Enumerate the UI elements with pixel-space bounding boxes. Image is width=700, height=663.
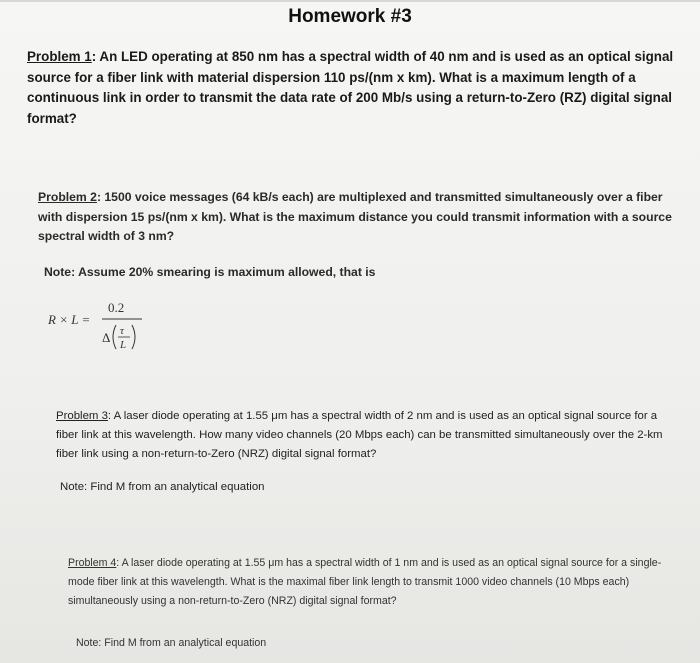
formula-L: L xyxy=(120,339,127,351)
formula-numerator: 0.2 xyxy=(108,300,125,315)
problem-3-text: : A laser diode operating at 1.55 μm has a spectral width of 2 nm and is used as an optical signal source for a fiber link at this wavelength. How many video channels (20 Mbps each) can be transmitted simultaneously over the 2-km fiber link using a non-return-to-Zero (NRZ) digital signal format? xyxy=(56,410,663,460)
formula-tau: τ xyxy=(120,325,124,337)
problem-4-text: : A laser diode operating at 1.55 μm has a spectral width of 1 nm and is used as an optical signal source for a single-mode fiber link at this wavelength. What is the maximal fiber link length to transmit 1000 video channels (10 Mbps each) simultaneously using a non-return-to-Zero (NRZ) digital signal format? xyxy=(68,557,662,607)
problem-3 xyxy=(56,407,671,464)
problem-2 xyxy=(38,188,678,247)
problem-4-label: Problem 4 xyxy=(68,557,117,569)
problem-2-text: : 1500 voice messages (64 kB/s each) are multiplexed and transmitted simultaneously over a fiber with dispersion 15 ps/(nm x km). What is the maximum distance you could transmit information with a source spectral width of 3 nm? xyxy=(38,190,672,243)
problem-1-text: : An LED operating at 850 nm has a spectral width of 40 nm and is used as an optical signal source for a fiber link with material dispersion 110 ps/(nm x km). What is a maximum length of a continuous link in order to transmit the data rate of 200 Mb/s using a return-to-Zero (RZ) digital signal format? xyxy=(27,49,674,126)
problem-1 xyxy=(27,47,677,129)
problem-3-label: Problem 3 xyxy=(56,410,108,422)
problem-4 xyxy=(68,554,668,611)
page-title: Homework #3 xyxy=(288,6,412,27)
problem-3-note: Note: Find M from an analytical equation xyxy=(60,481,265,493)
problem-2-label: Problem 2 xyxy=(38,190,97,204)
top-divider xyxy=(0,0,700,2)
problem-2-note: Note: Assume 20% smearing is maximum allowed, that is xyxy=(44,265,376,279)
left-paren xyxy=(113,325,116,349)
problem-1-label: Problem 1 xyxy=(27,49,92,64)
smearing-formula xyxy=(46,296,166,356)
right-paren xyxy=(132,325,135,349)
formula-delta: Δ xyxy=(102,330,111,345)
formula-lhs: R × L = xyxy=(48,312,91,327)
problem-4-note: Note: Find M from an analytical equation xyxy=(76,637,267,649)
